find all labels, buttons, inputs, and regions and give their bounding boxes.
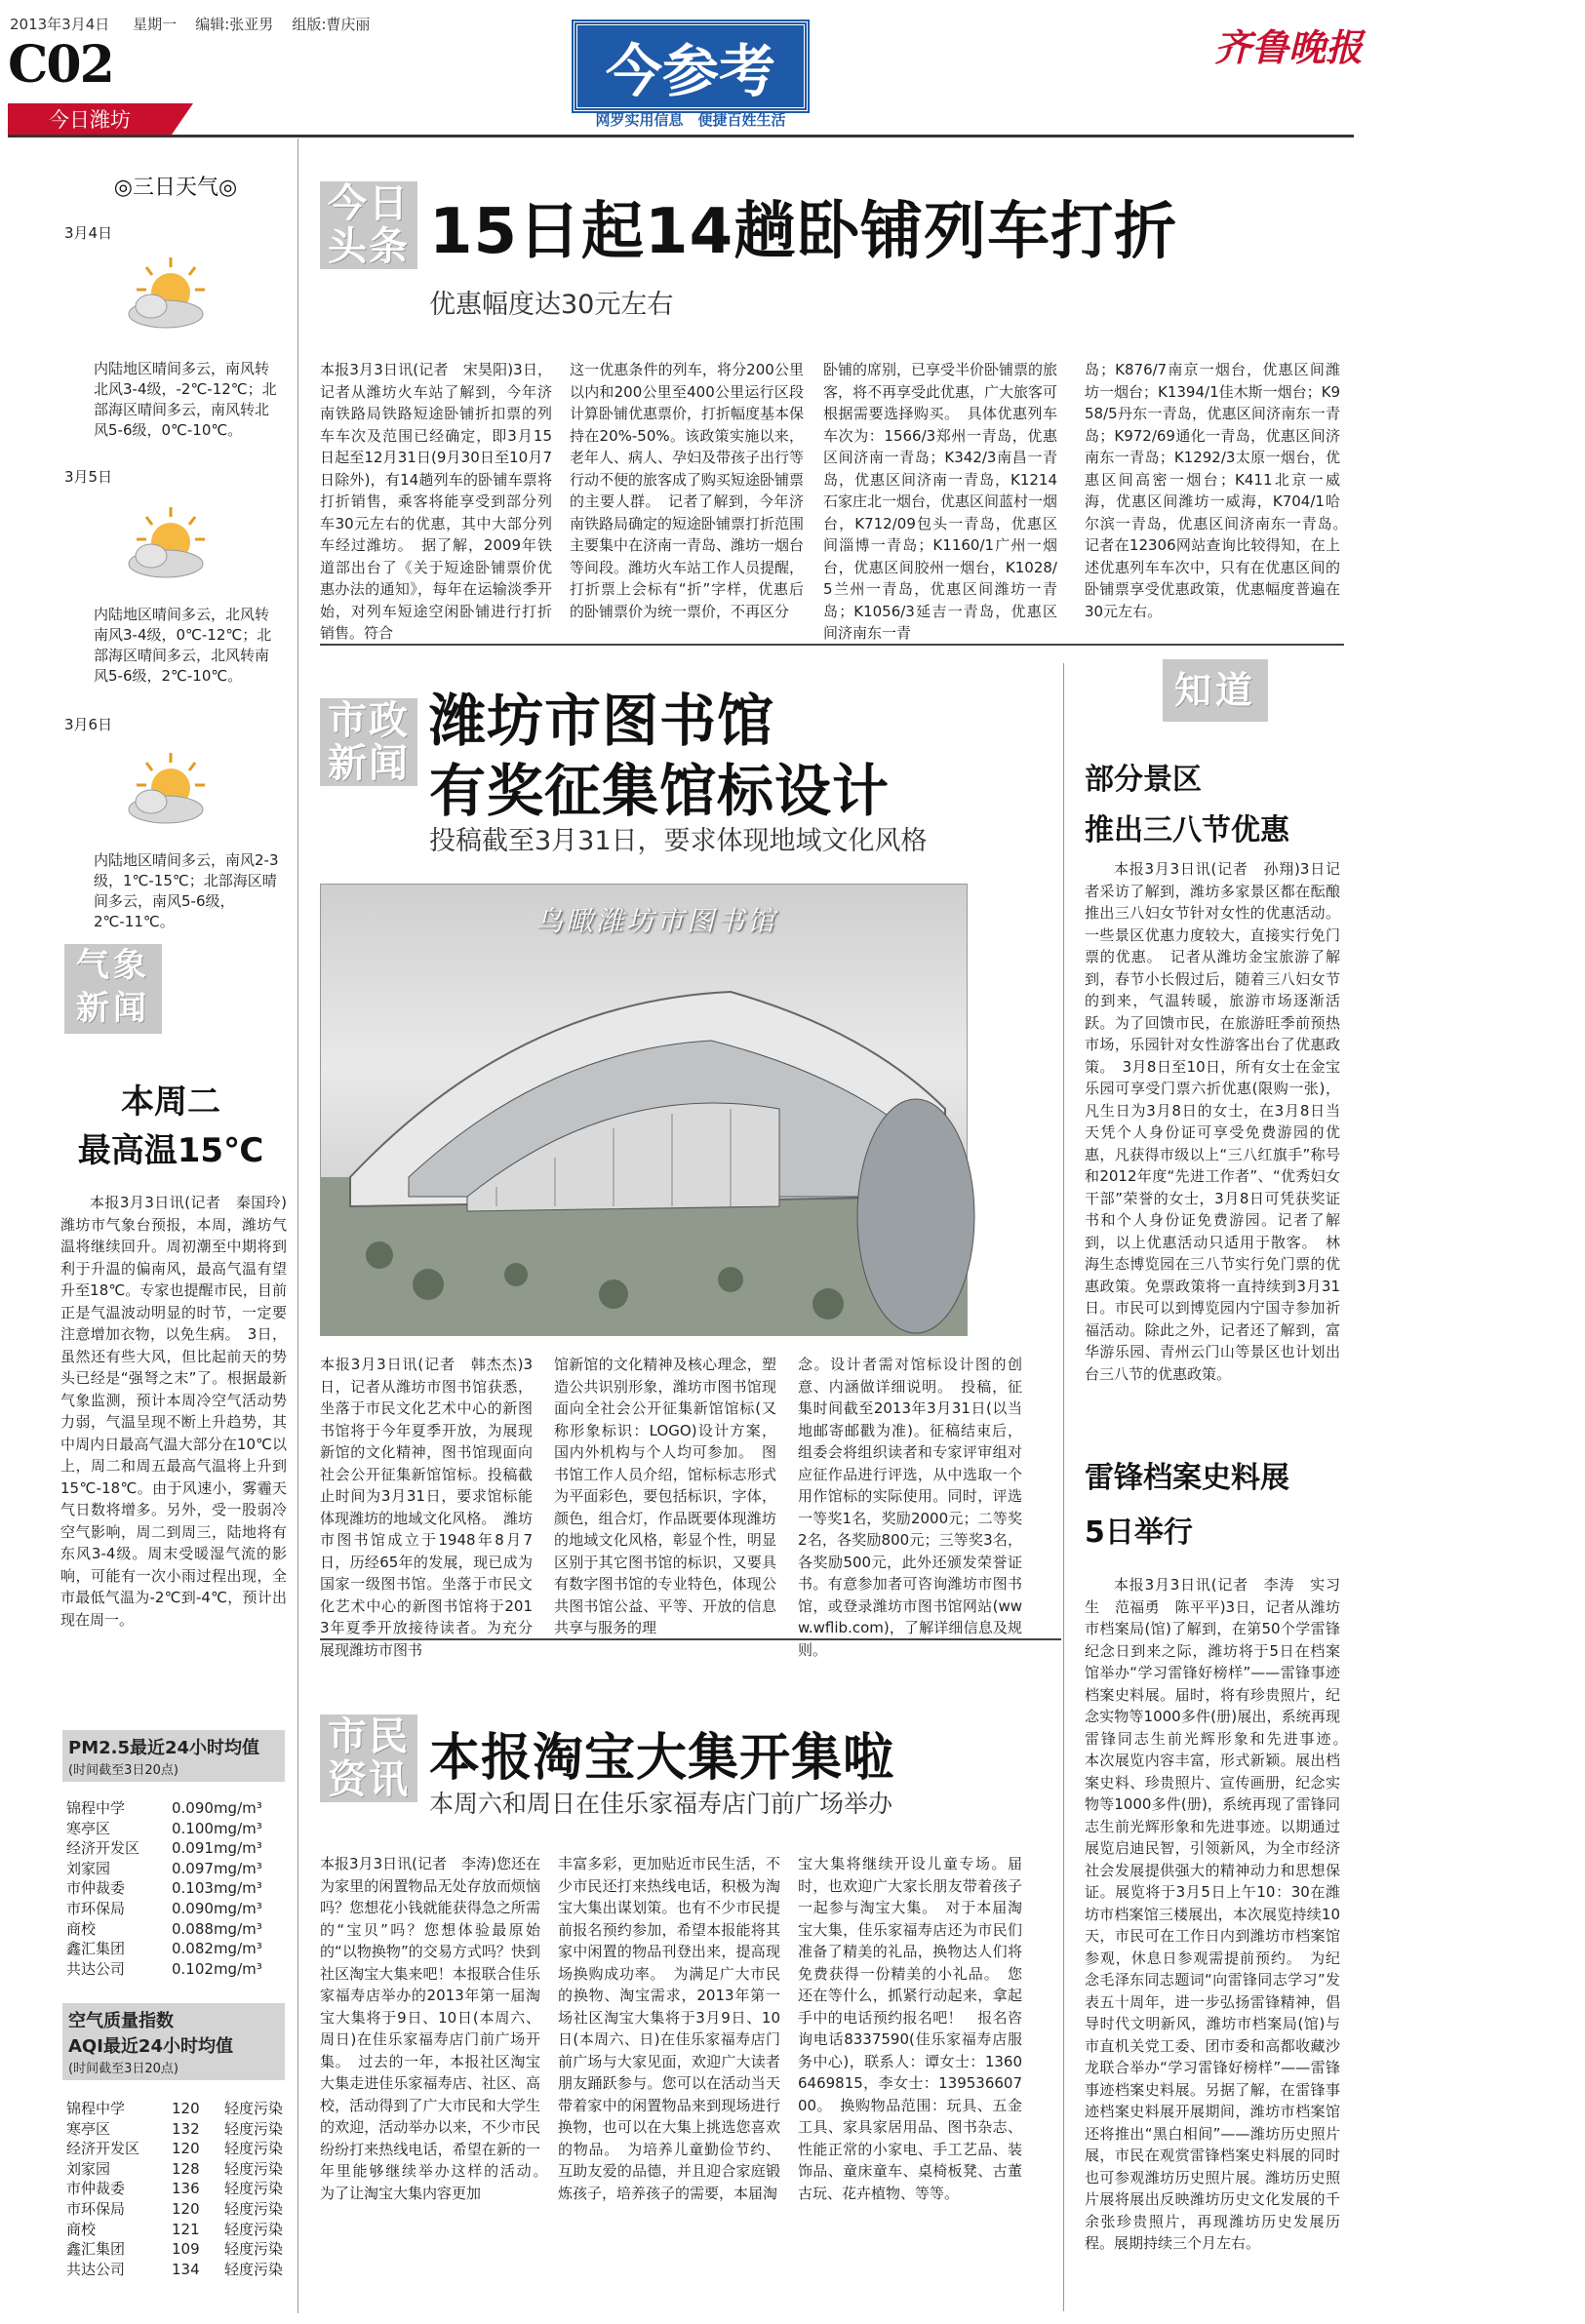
pm25-table-row <box>66 1838 283 1859</box>
pm25-value: 0.100mg/m³ <box>172 1819 262 1837</box>
aqi-site: 商校 <box>66 2220 97 2238</box>
sun-cloud-icon <box>117 256 215 334</box>
zhidao-kicker: 知道 <box>1163 659 1268 722</box>
pm25-table <box>66 1798 283 1979</box>
pm25-value: 0.102mg/m³ <box>172 1959 262 1978</box>
train-article-col-4: 岛；K876/7南京一烟台，优惠区间潍坊一烟台；K1394/1佳木斯一烟台；K958/5丹东一青岛，优惠区间济南东一青岛；K972/69通化一青岛，优惠区间济南东一青岛；K1292/3太原一烟台，优惠区间高密一烟台；K411北京一威海，优惠区间潍坊一威海，K704/1哈尔滨一青岛，优惠区间济南东一青岛。 记者在12306网站查询比较得知，在上述优惠列车车次中，只有在优惠区间的卧铺票享受优惠政策，优惠幅度普遍在30元左右。 <box>1085 361 1356 620</box>
editor-credit: 编辑:张亚男 <box>195 16 274 33</box>
pm25-table-row <box>66 1959 283 1980</box>
weather-day-3-date: 3月6日 <box>64 716 113 733</box>
pm25-table-row <box>66 1798 283 1819</box>
weather-section-title: ◎三日天气◎ <box>113 176 238 200</box>
article-divider <box>320 1638 1061 1640</box>
leifeng-body: 本报3月3日讯(记者 李涛 实习生 范福勇 陈平平)3日，记者从潍坊市档案局(馆)了解到，在第50个学雷锋纪念日到来之际，潍坊将于5日在档案馆举办“学习雷锋好榜样”——雷锋事迹档案史料展。届时，将有珍贵照片，纪念实物等1000多件(册)展出，系统再现雷锋同志生前光辉形象和先进事迹。 本次展览内容丰富，形式新颖。展出档案史料、珍贵照片、宣传画册，纪念实物等1000多件(册)，系统再现了雷锋同志生前光辉形象和先进事迹。以期通过展览启迪民智，引领新风，为全市经济社会发展提供强大的精神动力和思想保证。展览将于3月5日上午10：30在潍坊市档案馆三楼展出，本次展览持续10天，市民可在工作日内到潍坊市档案馆参观，休息日参观需提前预约。 为纪念毛泽东同志题词“向雷锋同志学习”发表五十周年，进一步弘扬雷锋精神，倡导时代文明新风，潍坊市档案局(馆)与市直机关党工委、团市委和高都收藏沙龙联合举办“学习雷锋好榜样”——雷锋事迹档案史料展。另据了解，在雷锋事迹档案史料展开展期间，潍坊市档案馆还将推出“黑白相间”——潍坊历史照片展，市民在观赏雷锋档案史料展的同时也可参观潍坊历史照片展。潍坊历史照片展将展出反映潍坊历史文化发展的千余张珍贵照片，再现潍坊历史发展历程。展期持续三个月左右。 <box>1085 1576 1356 2252</box>
section-label-tail <box>172 103 193 135</box>
aqi-value: 132 <box>172 2119 200 2138</box>
taobao-article-col-3: 宝大集将继续开设儿童专场。届时，也欢迎广大家长朋友带着孩子一起参与淘宝大集。 对于本届淘宝大集，佳乐家福寿店还为市民们准备了精美的礼品，换物达人们将免费获得一份精美的小礼品。 您还在等什么，抓紧行动起来，拿起手中的电话预约报名吧！ 报名咨询电话8337590(佳乐家福寿店服务中心)，联系人：谭女士：13606469815，李女士：13953660700。 换购物品范围：玩具、五金工具、家具家居用品、图书杂志、性能正常的小家电、手工艺品、装饰品、童床童车、桌椅板凳、古董古玩、花卉植物、等等。 <box>798 1855 1022 2202</box>
pm25-table-row <box>66 1859 283 1879</box>
train-article-title: 15日起14趟卧铺列车打折 <box>429 196 1178 268</box>
aqi-title-2: AQI最近24小时均值 <box>68 2036 233 2057</box>
aqi-level: 轻度污染 <box>223 2180 283 2198</box>
train-article-kicker: 今日 头条 <box>320 181 417 269</box>
aqi-value: 128 <box>172 2159 200 2178</box>
weather-news-kicker: 气象新闻 <box>64 944 162 1034</box>
issue-weekday: 星期一 <box>133 16 178 33</box>
pm25-value: 0.097mg/m³ <box>172 1859 262 1877</box>
pm25-value: 0.090mg/m³ <box>172 1799 262 1817</box>
aqi-title-1: 空气质量指数 <box>68 2011 174 2031</box>
weather-day-1-date: 3月4日 <box>64 224 113 242</box>
weather-news-headline-1: 本周二 <box>121 1083 220 1122</box>
aqi-level: 轻度污染 <box>223 2240 283 2259</box>
aqi-site: 鑫汇集团 <box>66 2240 126 2259</box>
pm25-box-header <box>62 1730 285 1782</box>
aqi-value: 136 <box>172 2180 200 2198</box>
newspaper-masthead: 齐鲁晚报 <box>1214 25 1364 69</box>
header-rule <box>8 135 1354 138</box>
pm25-site: 共达公司 <box>66 1959 126 1978</box>
aqi-site: 经济开发区 <box>66 2140 140 2158</box>
aqi-site: 刘家园 <box>66 2159 111 2178</box>
library-article-col-2: 馆新馆的文化精神及核心理念，塑造公共识别形象，潍坊市图书馆现面向全社会公开征集新馆馆标(又称形象标识：LOGO)设计方案，国内外机构与个人均可参加。 图书馆工作人员介绍，馆标标志形式为平面彩色，要包括标识，字体，颜色，组合灯，作品既要体现潍坊的地域文化风格，彰显个性，明显区别于其它图书馆的标识，又要具有数字图书馆的专业特色，体现公共图书馆公益、平等、开放的信息共享与服务的理 <box>554 1356 776 1636</box>
train-article-col-1: 本报3月3日讯(记者 宋昊阳)3日，记者从潍坊火车站了解到，今年济南铁路局铁路短途卧铺折扣票的列车车次及范围已经确定，即3月15日起至12月31日(9月30日至10月7日除外)，有14趟列车的卧铺车票将打折销售，乘客将能享受到部分列车30元左右的优惠，其中大部分列车经过潍坊。 据了解，2009年铁道部出台了《关于短途卧铺票价优惠办法的通知》，每年在运输淡季开始，对列车短途空闲卧铺进行打折销售。符合 <box>320 361 552 642</box>
weather-day-2-text: 内陆地区晴间多云，北风转南风3-4级，0℃-12℃；北部海区晴间多云，北风转南风5-6级，2℃-10℃。 <box>94 606 272 685</box>
pm25-site: 商校 <box>66 1919 97 1938</box>
taobao-article-title: 本报淘宝大集开集啦 <box>429 1729 895 1788</box>
issue-date: 2013年3月4日 <box>10 16 110 33</box>
taobao-article-kicker: 市民 资讯 <box>320 1714 417 1802</box>
weather-day-2-date: 3月5日 <box>64 468 113 486</box>
column-divider <box>1063 663 1064 2311</box>
aqi-level: 轻度污染 <box>223 2140 283 2158</box>
section-label: 今日潍坊 <box>8 103 172 135</box>
aqi-site: 共达公司 <box>66 2260 126 2278</box>
aqi-level: 轻度污染 <box>223 2220 283 2238</box>
pm25-site: 经济开发区 <box>66 1839 140 1858</box>
pm25-title: PM2.5最近24小时均值 <box>68 1738 260 1758</box>
pm25-table-row <box>66 1899 283 1919</box>
aqi-value: 120 <box>172 2100 200 2117</box>
taobao-article-col-1: 本报3月3日讯(记者 李涛)您还在为家里的闲置物品无处存放而烦恼吗？您想花小钱就能获得急之所需的“宝贝”吗？您想体验最原始的“以物换物”的交易方式吗？快到社区淘宝大集来吧！本报联合佳乐家福寿店举办的2013年第一届淘宝大集将于9日、10日(本周六、周日)在佳乐家福寿店门前广场开集。 过去的一年，本报社区淘宝大集走进佳乐家福寿店、社区、高校，活动得到了广大市民和大学生的欢迎，活动举办以来，不少市民纷纷打来热线电话，希望在新的一年里能够继续举办这样的活动。 为了让淘宝大集内容更加 <box>320 1855 556 2202</box>
pm25-value: 0.091mg/m³ <box>172 1839 262 1858</box>
aqi-site: 市环保局 <box>66 2199 126 2218</box>
aqi-value: 120 <box>172 2140 200 2158</box>
pm25-site: 鑫汇集团 <box>66 1940 126 1958</box>
pm25-note: (时间截至3日20点) <box>68 1763 178 1778</box>
column-logo: 今参考 <box>574 21 808 111</box>
aqi-level: 轻度污染 <box>223 2199 283 2218</box>
library-article-title-1: 潍坊市图书馆 <box>429 688 775 754</box>
aqi-value: 121 <box>172 2220 200 2238</box>
aqi-site: 锦程中学 <box>66 2100 126 2117</box>
library-article-subtitle: 投稿截至3月31日，要求体现地域文化风格 <box>429 826 928 856</box>
issue-date-line <box>10 14 370 34</box>
pm25-value: 0.088mg/m³ <box>172 1919 262 1938</box>
column-tagline: 网罗实用信息 便捷百姓生活 <box>595 111 786 129</box>
taobao-article-col-2: 丰富多彩，更加贴近市民生活，不少市民还打来热线电话，积极为淘宝大集出谋划策。也有不少市民提前报名预约参加，希望本报能将其家中闲置的物品刊登出来，提高现场换购成功率。 为满足广大市民的换物、淘宝需求，2013年第一场社区淘宝大集将于3月9日、10日(本周六、日)在佳乐家福寿店门前广场与大家见面，欢迎广大读者朋友踊跃参与。您可以在活动当天带着家中的闲置物品来到现场进行换物，也可以在大集上挑选您喜欢的物品。 为培养儿童勤俭节约、互助友爱的品德，并且迎合家庭锻炼孩子，培养孩子的需要，本届淘 <box>558 1855 780 2202</box>
library-building-illustration <box>321 885 967 1335</box>
page-number: C02 <box>8 35 113 95</box>
aqi-level: 轻度污染 <box>223 2119 283 2138</box>
aqi-table-row <box>66 2239 283 2260</box>
aqi-site: 寒亭区 <box>66 2119 111 2138</box>
pm25-table-row <box>66 1919 283 1940</box>
aqi-table-row <box>66 2139 283 2159</box>
aqi-table-row <box>66 2179 283 2199</box>
train-article-col-3: 卧铺的席别，已享受半价卧铺票的旅客，将不再享受此优惠，广大旅客可根据需要选择购买。 具体优惠列车车次为：1566/3郑州一青岛，优惠区间济南一青岛；K342/3南昌一青岛，优惠区间济南一青岛，K1214石家庄北一烟台，优惠区间蓝村一烟台，K712/09包头一青岛，优惠区间淄博一青岛；K1160/1广州一烟台，优惠区间胶州一烟台，K1028/5兰州一青岛，优惠区间潍坊一青岛；K1056/3延吉一青岛，优惠区间济南东一青 <box>823 361 1058 642</box>
taobao-article-subtitle: 本周六和周日在佳乐家福寿店门前广场举办 <box>429 1790 893 1818</box>
pm25-table-row <box>66 1939 283 1959</box>
leifeng-headline-1: 雷锋档案史料展 <box>1085 1461 1289 1495</box>
zhidao-headline-2: 推出三八节优惠 <box>1085 813 1289 847</box>
aqi-table-row <box>66 2159 283 2180</box>
zhidao-body: 本报3月3日讯(记者 孙翔)3日记者采访了解到，潍坊多家景区都在酝酿推出三八妇女节针对女性的优惠活动。一些景区优惠力度较大，直接实行免门票的优惠。 记者从潍坊金宝旅游了解到，春节小长假过后，随着三八妇女节的到来，气温转暖，旅游市场逐渐活跃。为了回馈市民，在旅游旺季前预热市场，乐园针对女性游客出台了优惠政策。 3月8日至10日，所有女士在金宝乐园可享受门票六折优惠(限购一张)，凡生日为3月8日的女士，在3月8日当天凭个人身份证可享受免费游园的优惠，凡获得市级以上“三八红旗手”称号和2012年度“先进工作者”、“优秀妇女干部”荣誉的女士，3月8日可凭获奖证书和个人身份证免费游园。记者了解到，以上优惠活动只适用于散客。 林海生态博览园在三八节实行免门票的优惠政策。免票政策将一直持续到3月31日。市民可以到博览园内宁国寺参加祈福活动。除此之外，记者还了解到，富华游乐园、青州云门山等景区也计划出台三八节的优惠政策。 <box>1085 860 1340 1383</box>
train-article-subtitle: 优惠幅度达30元左右 <box>429 290 674 320</box>
weather-news-body: 本报3月3日讯(记者 秦国玲)潍坊市气象台预报，本周，潍坊气温将继续回升。周初潮至中期将到利于升温的偏南风，最高气温有望升至18℃。专家也提醒市民，目前正是气温波动明显的时节，一定要注意增加衣物，以免生病。 3日，虽然还有些大风，但比起前天的势头已经是“强弩之末”了。根据最新气象监测，预计本周冷空气活动势力弱，气温呈现不断上升趋势，其中周内日最高气温大部分在10℃以上，周二和周五最高气温将上升到15℃-18℃。由于风速小，雾霾天气日数将增多。另外，受一股弱冷空气影响，周二到周三，陆地将有东风3-4级。周末受暖湿气流的影响，可能有一次小雨过程出现，全市最低气温为-2℃到-4℃，预计出现在周一。 <box>60 1194 287 1629</box>
pm25-site: 刘家园 <box>66 1859 111 1877</box>
aqi-value: 109 <box>172 2240 200 2259</box>
aqi-table <box>66 2099 283 2279</box>
leifeng-headline-2: 5日举行 <box>1085 1516 1193 1550</box>
pm25-site: 寒亭区 <box>66 1819 111 1837</box>
aqi-level: 轻度污染 <box>223 2159 283 2178</box>
column-divider <box>297 138 298 2313</box>
pm25-value: 0.082mg/m³ <box>172 1940 262 1958</box>
library-article-kicker: 市政 新闻 <box>320 698 417 786</box>
sun-cloud-icon <box>117 751 215 829</box>
pm25-site: 锦程中学 <box>66 1799 126 1817</box>
library-rendering-photo <box>320 884 968 1336</box>
layout-credit: 组版:曹庆丽 <box>292 16 371 33</box>
zhidao-headline-1: 部分景区 <box>1085 763 1202 797</box>
library-article-col-3: 念。设计者需对馆标设计图的创意、内涵做详细说明。 投稿，征集时间截至2013年3月31日(以当地邮寄邮戳为准)。征稿结束后，组委会将组织读者和专家评审组对应征作品进行评选，从中选取一个用作馆标的实际使用。同时，评选一等奖1名，奖励2000元；二等奖2名，各奖励800元；三等奖3名，各奖励500元，此外还颁发荣誉证书。有意参加者可咨询潍坊市图书馆，或登录潍坊市图书馆网站(www.wflib.com)，了解详细信息及规则。 <box>798 1356 1022 1659</box>
aqi-table-row <box>66 2199 283 2220</box>
photo-caption: 鸟瞰潍坊市图书馆 <box>535 905 778 937</box>
weather-day-3-text: 内陆地区晴间多云，南风2-3级，1℃-15℃；北部海区晴间多云，南风5-6级，2℃-11℃。 <box>94 851 279 930</box>
weather-news-headline-2: 最高温15℃ <box>77 1131 264 1170</box>
aqi-value: 134 <box>172 2260 200 2278</box>
aqi-table-row <box>66 2119 283 2140</box>
aqi-table-row <box>66 2260 283 2280</box>
pm25-table-row <box>66 1878 283 1899</box>
aqi-level: 轻度污染 <box>223 2260 283 2278</box>
aqi-note: (时间截至3日20点) <box>68 2062 178 2076</box>
pm25-value: 0.090mg/m³ <box>172 1899 262 1917</box>
sun-cloud-icon <box>117 505 215 583</box>
pm25-site: 市环保局 <box>66 1899 126 1917</box>
pm25-value: 0.103mg/m³ <box>172 1879 262 1898</box>
aqi-value: 120 <box>172 2199 200 2218</box>
weather-day-1-text: 内陆地区晴间多云，南风转北风3-4级，-2℃-12℃；北部海区晴间多云，南风转北风5-6级，0℃-10℃。 <box>94 360 277 439</box>
library-article-col-1: 本报3月3日讯(记者 韩杰杰)3日，记者从潍坊市图书馆获悉，坐落于市民文化艺术中心的新图书馆将于今年夏季开放，为展现新馆的文化精神，图书馆现面向社会公开征集新馆馆标。投稿截止时间为3月31日，要求馆标能体现潍坊的地域文化风格。 潍坊市图书馆成立于1948年8月7日，历经65年的发展，现已成为国家一级图书馆。坐落于市民文化艺术中心的新图书馆将于2013年夏季开放接待读者。为充分展现潍坊市图书 <box>320 1356 533 1659</box>
aqi-table-row <box>66 2099 283 2119</box>
pm25-table-row <box>66 1819 283 1839</box>
pm25-site: 市仲裁委 <box>66 1879 126 1898</box>
aqi-table-row <box>66 2220 283 2240</box>
library-article-title-2: 有奖征集馆标设计 <box>429 758 891 824</box>
article-divider <box>320 644 1344 646</box>
aqi-site: 市仲裁委 <box>66 2180 126 2198</box>
train-article-col-2: 这一优惠条件的列车，将分200公里以内和200公里至400公里运行区段计算卧铺优惠票价，打折幅度基本保持在20%-50%。该政策实施以来，老年人、病人、孕妇及带孩子出行等行动不便的旅客成了购买短途卧铺票的主要人群。 记者了解到，今年济南铁路局确定的短途卧铺票打折范围主要集中在济南一青岛、潍坊一烟台等间段。潍坊火车站工作人员提醒，打折票上会标有“折”字样，优惠后的卧铺票价为统一票价，不再区分 <box>570 361 805 620</box>
aqi-box-header <box>62 2003 285 2080</box>
aqi-level: 轻度污染 <box>223 2100 283 2117</box>
